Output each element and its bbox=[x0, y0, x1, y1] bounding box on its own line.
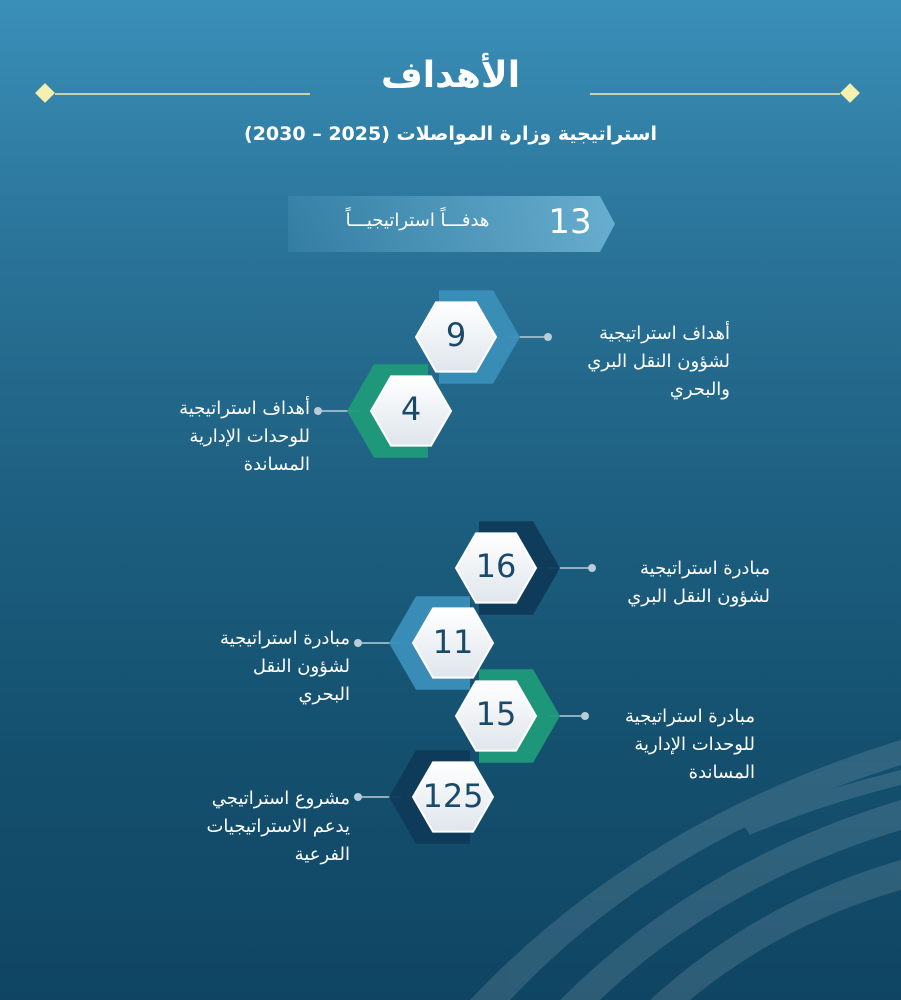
goal-support-units-label: أهداف استراتيجية للوحدات الإدارية المساندة bbox=[179, 398, 310, 475]
total-goals-label: هدفـــاً استراتيجيـــاً bbox=[345, 210, 490, 231]
strategic-projects-label: مشروع استراتيجي يدعم الاستراتيجيات الفرعية bbox=[206, 788, 350, 865]
initiative-sea-connector-dot bbox=[354, 639, 362, 647]
initiative-support-connector-dot bbox=[581, 712, 589, 720]
strategic-projects-number: 125 bbox=[422, 777, 484, 815]
initiative-land-label: مبادرة استراتيجية لشؤون النقل البري bbox=[627, 558, 770, 607]
goal-land-sea-connector-dot bbox=[544, 333, 552, 341]
total-goals-number: 13 bbox=[548, 202, 592, 242]
initiative-support-label: مبادرة استراتيجية للوحدات الإدارية المساندة bbox=[624, 706, 755, 783]
initiative-land-connector-dot bbox=[588, 564, 596, 572]
page-subtitle: استراتيجية وزارة المواصلات (2025 – 2030) bbox=[244, 123, 657, 145]
goal-support-units-number: 4 bbox=[400, 390, 422, 428]
goal-land-sea-number: 9 bbox=[445, 316, 467, 354]
goal-land-sea-label: أهداف استراتيجية لشؤون النقل البري والبحري bbox=[587, 323, 730, 400]
page-title: الأهداف bbox=[380, 55, 521, 96]
initiative-sea-label: مبادرة استراتيجية لشؤون النقل البحري bbox=[219, 628, 350, 705]
initiative-sea-number: 11 bbox=[432, 623, 474, 661]
initiative-support-number: 15 bbox=[475, 695, 517, 733]
strategic-projects-connector-dot bbox=[354, 793, 362, 801]
goal-support-units-connector-dot bbox=[314, 407, 322, 415]
initiative-land-number: 16 bbox=[475, 547, 517, 585]
